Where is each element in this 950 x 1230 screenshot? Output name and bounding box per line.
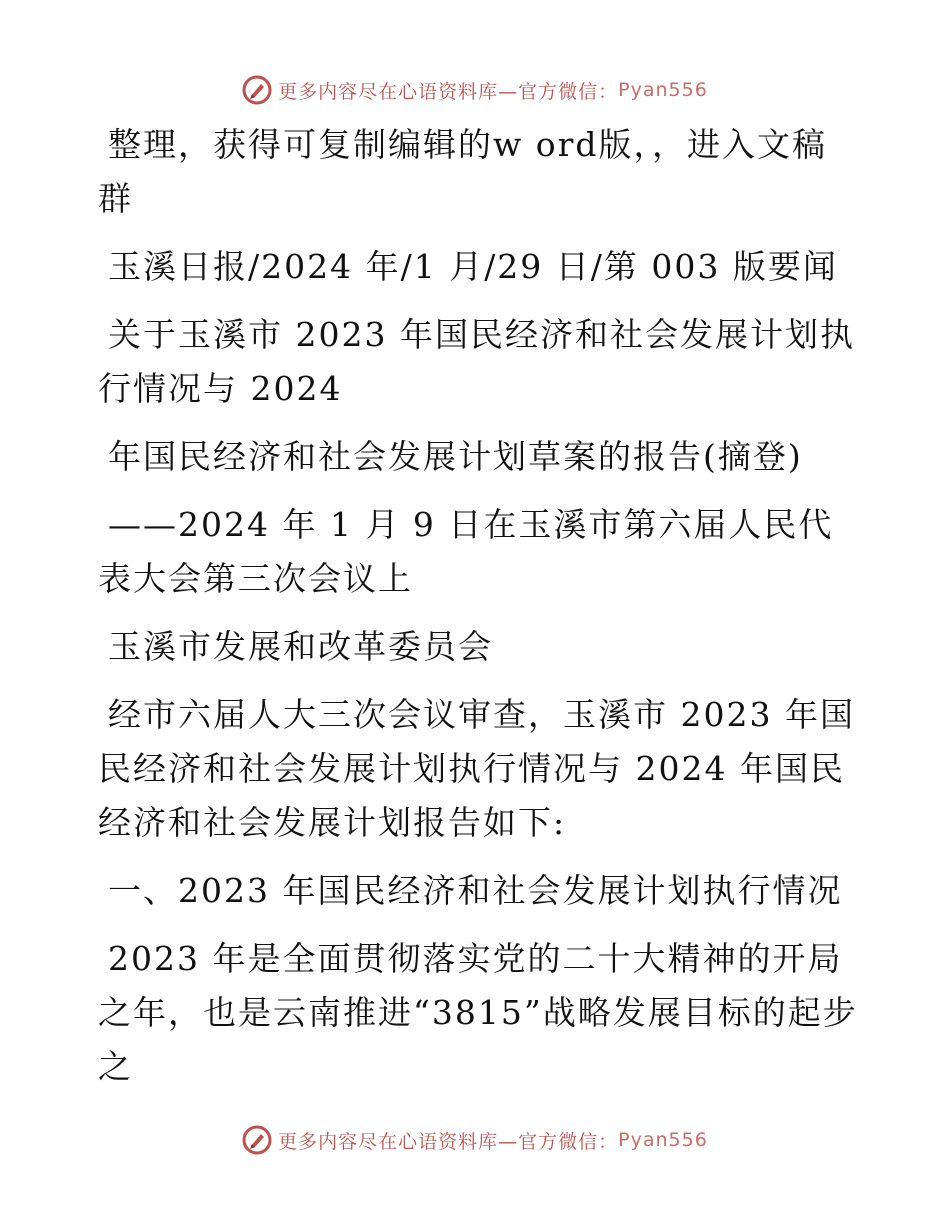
paragraph [98,864,858,918]
paragraph [98,118,858,226]
footer-watermark-banner [0,1120,950,1160]
paragraph-text: 一、2023 年国民经济和社会发展计划执行情况 [108,871,843,910]
header-banner-wechat: Pyan556 [618,79,708,101]
pen-circle-icon [242,1125,272,1155]
paragraph [98,620,858,674]
paragraph-text: 玉溪市发展和改革委员会 [108,627,493,666]
paragraph-text: 玉溪日报/2024 年/1 月/29 日/第 003 版要闻 [108,247,838,286]
paragraph [98,932,858,1094]
footer-banner-text: 更多内容尽在心语资料库—官方微信： [278,1130,619,1153]
paragraph [98,498,858,606]
paragraph-text: 年国民经济和社会发展计划草案的报告(摘登) [108,437,803,476]
header-banner-text: 更多内容尽在心语资料库—官方微信： [278,80,619,103]
pen-circle-icon [242,75,272,105]
document-body [98,118,858,1108]
paragraph [98,308,858,416]
paragraph-text: 2023 年是全面贯彻落实党的二十大精神的开局之年，也是云南推进“3815”战略发展目标的起步之 [98,939,858,1086]
paragraph-text: ——2024 年 1 月 9 日在玉溪市第六届人民代表大会第三次会议上 [98,505,834,598]
paragraph-text: 关于玉溪市 2023 年国民经济和社会发展计划执行情况与 2024 [98,315,855,408]
paragraph-text: 经市六届人大三次会议审查，玉溪市 2023 年国民经济和社会发展计划执行情况与 2024 年国民经济和社会发展计划报告如下: [98,695,855,842]
header-watermark-banner [0,70,950,110]
paragraph [98,688,858,850]
paragraph [98,240,858,294]
footer-banner-wechat: Pyan556 [618,1129,708,1151]
paragraph [98,430,858,484]
paragraph-text: 整理，获得可复制编辑的w ord版，，进入文稿群 [98,125,828,218]
